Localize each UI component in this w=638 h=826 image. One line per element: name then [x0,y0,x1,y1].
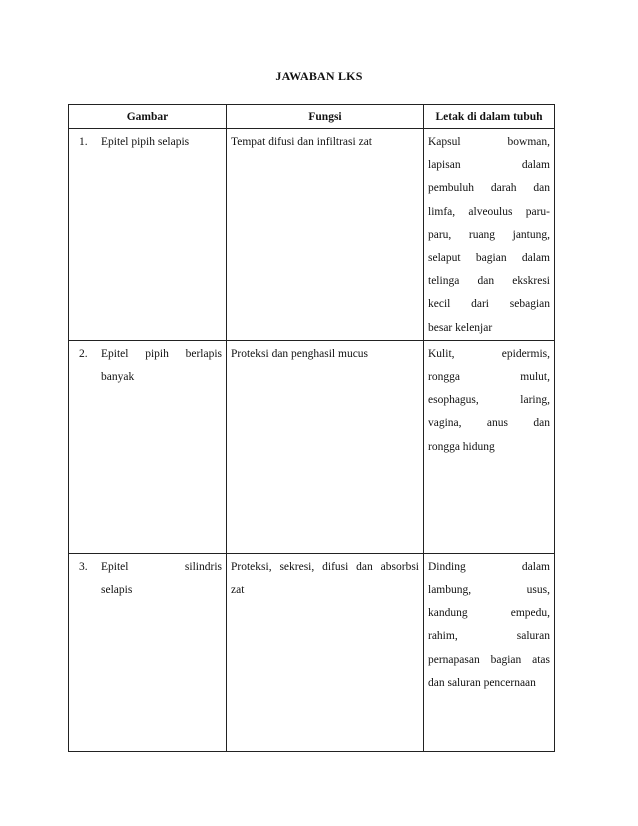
gambar-text: Epitel pipih selapis [101,136,190,148]
row-number: 2. [79,347,88,360]
table-header-row [69,105,555,129]
letak-line: selaput bagian dalam [428,252,550,265]
gambar-text: Epitel silindris [101,560,222,573]
letak-line: paru, ruang jantung, [428,228,550,241]
page-title: JAWABAN LKS [275,69,363,83]
fungsi-text: zat [231,584,245,597]
letak-line: kecil dari sebagian [428,298,550,311]
letak-line: pembuluh darah dan [428,182,550,195]
fungsi-text: Proteksi, sekresi, difusi dan absorbsi [231,560,419,573]
table-row [69,553,555,751]
letak-line: kandung empedu, [428,607,550,620]
gambar-text: selapis [101,584,133,597]
letak-line: rongga hidung [428,440,495,453]
letak-line: Kulit, epidermis, [428,347,550,360]
letak-cell [424,553,555,751]
letak-line: esophagus, laring, [428,394,550,407]
gambar-text: Epitel pipih berlapis [101,347,222,360]
letak-line: rahim, saluran [428,630,550,643]
letak-line: lapisan dalam [428,159,550,172]
header-fungsi: Fungsi [227,105,424,129]
answer-table [68,104,555,752]
gambar-cell [69,129,227,341]
fungsi-text: Proteksi dan penghasil mucus [231,347,369,360]
letak-line: rongga mulut, [428,371,550,384]
letak-line: Kapsul bowman, [428,136,550,148]
letak-line: lambung, usus, [428,584,550,597]
letak-line: pernapasan bagian atas [428,653,550,666]
header-letak: Letak di dalam tubuh [424,105,555,129]
letak-line: dan saluran pencernaan [428,676,536,689]
letak-cell [424,340,555,553]
letak-line: vagina, anus dan [428,417,550,430]
fungsi-cell [227,553,424,751]
fungsi-cell [227,340,424,553]
fungsi-cell [227,129,424,341]
gambar-cell [69,553,227,751]
row-number: 1. [79,136,88,148]
gambar-text: banyak [101,371,135,384]
gambar-cell [69,340,227,553]
letak-line: telinga dan ekskresi [428,275,550,288]
header-gambar: Gambar [69,105,227,129]
letak-line: Dinding dalam [428,560,550,573]
row-number: 3. [79,560,88,573]
table-row [69,340,555,553]
letak-line: besar kelenjar [428,321,493,334]
table-row [69,129,555,341]
fungsi-text: Tempat difusi dan infiltrasi zat [231,136,372,148]
letak-line: limfa, alveoulus paru- [428,205,550,218]
letak-cell [424,129,555,341]
